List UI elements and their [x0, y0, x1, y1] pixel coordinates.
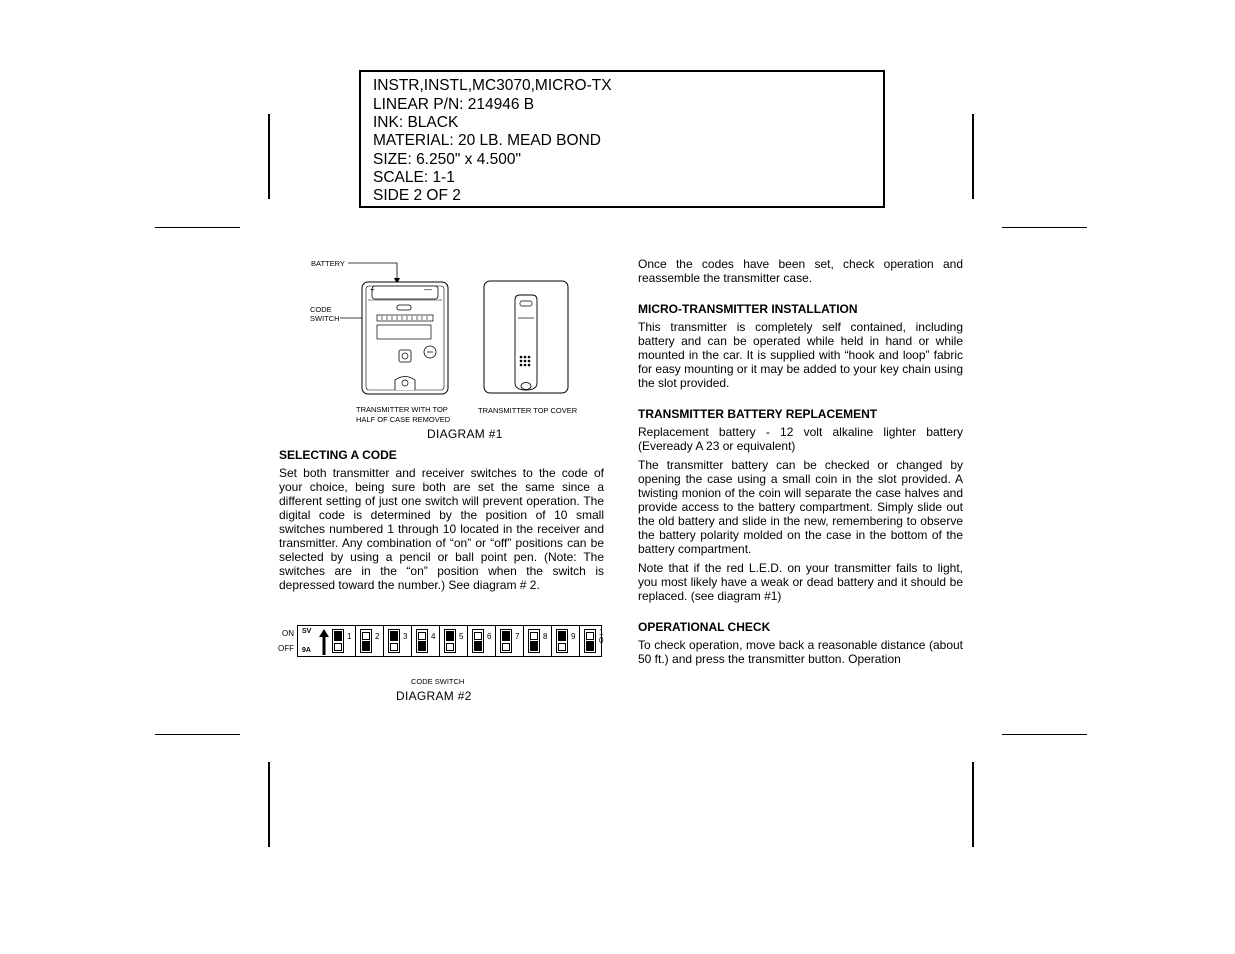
- battery-led-paragraph: Note that if the red L.E.D. on your transmitter fails to light, you most likely have a weak or dead battery and it should be replaced. (see diagram #1): [638, 561, 963, 603]
- dip-switch-window: [334, 643, 342, 651]
- switch-divider: [551, 626, 552, 656]
- operational-check-heading: OPERATIONAL CHECK: [638, 620, 771, 634]
- dip-switch-6[interactable]: [472, 629, 484, 653]
- dip-switch-knob: [558, 631, 566, 641]
- crop-mark: [268, 762, 270, 847]
- dip-switch-window: [558, 643, 566, 651]
- spec-side: SIDE 2 OF 2: [373, 187, 461, 204]
- key-chain-slot: [395, 377, 415, 391]
- switch-divider: [467, 626, 468, 656]
- crop-mark: [155, 734, 240, 735]
- dip-switch-number: 8: [543, 632, 548, 641]
- dip-switch-window: [362, 632, 370, 640]
- battery-change-paragraph: The transmitter battery can be checked or changed by opening the case using a small coin in the slot provided. A twisting monion of the coin will separate the case halves and provide access to the battery compartment. Simply slide out the old battery and slide in the new, remembering to observe the battery polarity molded on the case in the bottom of the battery compartment.: [638, 458, 963, 556]
- switch-divider: [411, 626, 412, 656]
- battery-plus-sign: +: [370, 285, 375, 294]
- dip-switch-knob: [334, 631, 342, 641]
- crop-mark: [972, 762, 974, 847]
- dip-switch-9[interactable]: [556, 629, 568, 653]
- left-transmitter-caption-line2: HALF OF CASE REMOVED: [356, 415, 451, 424]
- dip-switch-7[interactable]: [500, 629, 512, 653]
- on-label: ON: [282, 629, 294, 638]
- spec-scale: SCALE: 1-1: [373, 169, 455, 186]
- transmitter-drawing: [340, 255, 580, 400]
- dip-switch-1[interactable]: [332, 629, 344, 653]
- selecting-code-section: [279, 448, 604, 592]
- spec-size: SIZE: 6.250" x 4.500": [373, 151, 522, 168]
- dip-switch-window: [530, 632, 538, 640]
- dip-switch-window: [418, 632, 426, 640]
- speaker-dots-icon: [520, 356, 531, 367]
- spec-ink: INK: BLACK: [373, 114, 459, 131]
- spec-part-no: LINEAR P/N: 214946 B: [373, 96, 535, 113]
- battery-minus-sign: —: [424, 285, 432, 294]
- right-column: [638, 257, 963, 666]
- switch-divider: [439, 626, 440, 656]
- dip-switch-5[interactable]: [444, 629, 456, 653]
- dip-switch-block: [297, 625, 602, 657]
- dip-switch-4[interactable]: [416, 629, 428, 653]
- off-label: OFF: [278, 644, 294, 653]
- sv-label: SV: [302, 628, 312, 635]
- dip-switch-3[interactable]: [388, 629, 400, 653]
- dip-switch-number: 4: [431, 632, 436, 641]
- switch-divider: [495, 626, 496, 656]
- dip-switch-knob: [586, 641, 594, 651]
- dip-switch-10[interactable]: [584, 629, 596, 653]
- installation-body: This transmitter is completely self contained, including battery and can be operated while held in hand or while mounted in the car. It is supplied with “hook and loop” fabric for easy mounting or it may be added to your key chain using the slot provided.: [638, 320, 963, 390]
- battery-spec-paragraph: Replacement battery - 12 volt alkaline lighter battery (Eveready A 23 or equivalent): [638, 425, 963, 453]
- switch-divider: [579, 626, 580, 656]
- on-arrow-icon: [318, 629, 330, 655]
- dip-switch-knob: [474, 641, 482, 651]
- spec-title: INSTR,INSTL,MC3070,MICRO-TX: [373, 77, 612, 94]
- crop-mark: [1002, 227, 1087, 228]
- dip-switch-number: 3: [403, 632, 408, 641]
- dip-switch-knob: [418, 641, 426, 651]
- battery-label: BATTERY: [311, 259, 345, 268]
- dip-switch-knob: [530, 641, 538, 651]
- model-label: 9A: [302, 647, 311, 654]
- dip-switch-knob: [390, 631, 398, 641]
- print-spec-box: [359, 70, 885, 208]
- dip-switch-knob: [446, 631, 454, 641]
- operational-check-body: To check operation, move back a reasonable distance (about 50 ft.) and press the transmitter button. Operation: [638, 638, 963, 666]
- dip-switch-number: 5: [459, 632, 464, 641]
- left-transmitter-caption-line1: TRANSMITTER WITH TOP: [356, 405, 448, 414]
- dip-switch-number: 6: [487, 632, 492, 641]
- dip-switch-window: [390, 643, 398, 651]
- switch-divider: [383, 626, 384, 656]
- battery-replacement-heading: TRANSMITTER BATTERY REPLACEMENT: [638, 407, 878, 421]
- crop-mark: [1002, 734, 1087, 735]
- dip-switch-number: 1: [347, 632, 352, 641]
- dip-switch-window: [474, 632, 482, 640]
- switch-divider: [523, 626, 524, 656]
- reassemble-paragraph: Once the codes have been set, check operation and reassemble the transmitter case.: [638, 257, 963, 285]
- dip-switch-2[interactable]: [360, 629, 372, 653]
- switch-divider: [355, 626, 356, 656]
- right-transmitter-caption: TRANSMITTER TOP COVER: [478, 406, 578, 415]
- code-switch-label-line2: SWITCH: [310, 314, 340, 323]
- cover-button-area: [515, 295, 537, 390]
- dip-switch-number: 7: [515, 632, 520, 641]
- dip-switch-window: [586, 632, 594, 640]
- dip-switch-8[interactable]: [528, 629, 540, 653]
- code-switch-label-line1: CODE: [310, 305, 332, 314]
- crop-mark: [972, 114, 974, 199]
- diagram-1-caption: DIAGRAM #1: [427, 427, 503, 441]
- selecting-code-heading: SELECTING A CODE: [279, 448, 397, 462]
- dip-switch-window: [502, 643, 510, 651]
- dip-switch-knob: [362, 641, 370, 651]
- selecting-code-body: Set both transmitter and receiver switches to the code of your choice, being sure both are set the same since a different setting of just one switch will prevent operation. The digital code is determined by the position of 10 small switches numbered 1 through 10 located in the receiver and transmitter. Any combination of “on” or “off” positions can be selected by using a pencil or ball point pen. (Note: The switches are in the “on” position when the switch is depressed toward the number.) See diagram # 2.: [279, 466, 604, 592]
- spec-material: MATERIAL: 20 LB. MEAD BOND: [373, 132, 601, 149]
- diagram-2-caption: DIAGRAM #2: [396, 689, 472, 703]
- crop-mark: [268, 114, 270, 199]
- dip-switch-knob: [502, 631, 510, 641]
- code-switch-caption: CODE SWITCH: [411, 677, 465, 686]
- dip-switch-number: 2: [375, 632, 380, 641]
- dip-switch-number: 1 0: [599, 628, 604, 645]
- installation-heading: MICRO-TRANSMITTER INSTALLATION: [638, 302, 858, 316]
- dip-switch-window: [446, 643, 454, 651]
- crop-mark: [155, 227, 240, 228]
- dip-switch-number: 9: [571, 632, 576, 641]
